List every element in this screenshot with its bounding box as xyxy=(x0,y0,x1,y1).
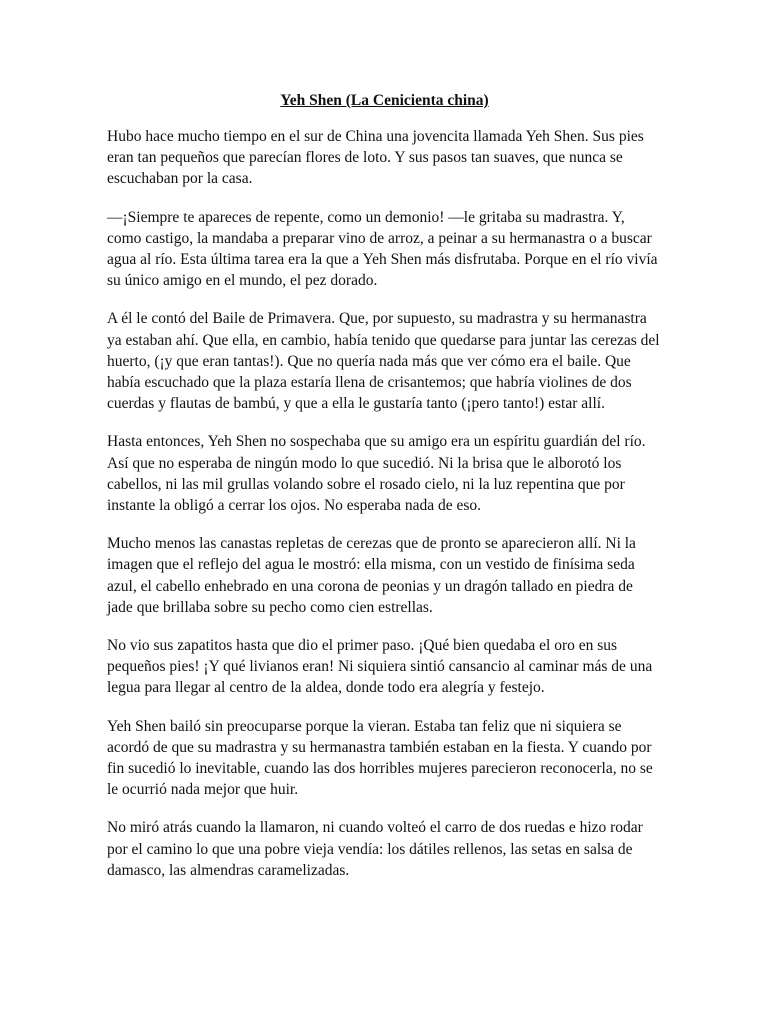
paragraph-3: A él le contó del Baile de Primavera. Que, por supuesto, su madrastra y su hermanastra ya estaban ahí. Que ella, en cambio, había tenido que quedarse para juntar las cerezas del huerto, (¡y que eran tantas!). Que no quería nada más que ver cómo era el baile. Que había escuchado que la plaza estaría llena de crisantemos; que habría violines de dos cuerdas y flautas de bambú, y que a ella le gustaría tanto (¡pero tanto!) estar allí. xyxy=(107,310,660,413)
paragraph-6: No vio sus zapatitos hasta que dio el primer paso. ¡Qué bien quedaba el oro en sus pequeños pies! ¡Y qué livianos eran! Ni siquiera sintió cansancio al caminar más de una legua para llegar al centro de la aldea, donde todo era alegría y festejo. xyxy=(107,637,653,697)
paragraph-4: Hasta entonces, Yeh Shen no sospechaba que su amigo era un espíritu guardián del río. Así que no esperaba de ningún modo lo que sucedió. Ni la brisa que le alborotó los cabellos, ni las mil grullas volando sobre el rosado cielo, ni la luz repentina que por instante la obligó a cerrar los ojos. No esperaba nada de eso. xyxy=(107,433,646,515)
document-title: Yeh Shen (La Cenicienta china) xyxy=(280,92,489,109)
paragraph-2: —¡Siempre te apareces de repente, como un demonio! —le gritaba su madrastra. Y, como castigo, la mandaba a preparar vino de arroz, a peinar a su hermanastra o a buscar agua al río. Esta última tarea era la que a Yeh Shen más disfrutaba. Porque en el río vivía su único amigo en el mundo, el pez dorado. xyxy=(107,208,658,290)
paragraph-8: No miró atrás cuando la llamaron, ni cuando volteó el carro de dos ruedas e hizo rodar por el camino lo que una pobre vieja vendía: los dátiles rellenos, las setas en salsa de damasco, las almendras caramelizadas. xyxy=(107,819,643,879)
paragraph-1: Hubo hace mucho tiempo en el sur de China una jovencita llamada Yeh Shen. Sus pies eran tan pequeños que parecían flores de loto. Y sus pasos tan suaves, que nunca se escuchaban por la casa. xyxy=(107,128,644,188)
paragraph-5: Mucho menos las canastas repletas de cerezas que de pronto se aparecieron allí. Ni la imagen que el reflejo del agua le mostró: ella misma, con un vestido de finísima seda azul, el cabello enhebrado en una corona de peonias y un dragón tallado en piedra de jade que brillaba sobre su pecho como cien estrellas. xyxy=(107,535,636,616)
paragraph-7: Yeh Shen bailó sin preocuparse porque la vieran. Estaba tan feliz que ni siquiera se acordó de que su madrastra y su hermanastra también estaban en la fiesta. Y cuando por fin sucedió lo inevitable, cuando las dos horribles mujeres parecieron reconocerla, no se le ocurrió nada mejor que huir. xyxy=(107,717,653,799)
